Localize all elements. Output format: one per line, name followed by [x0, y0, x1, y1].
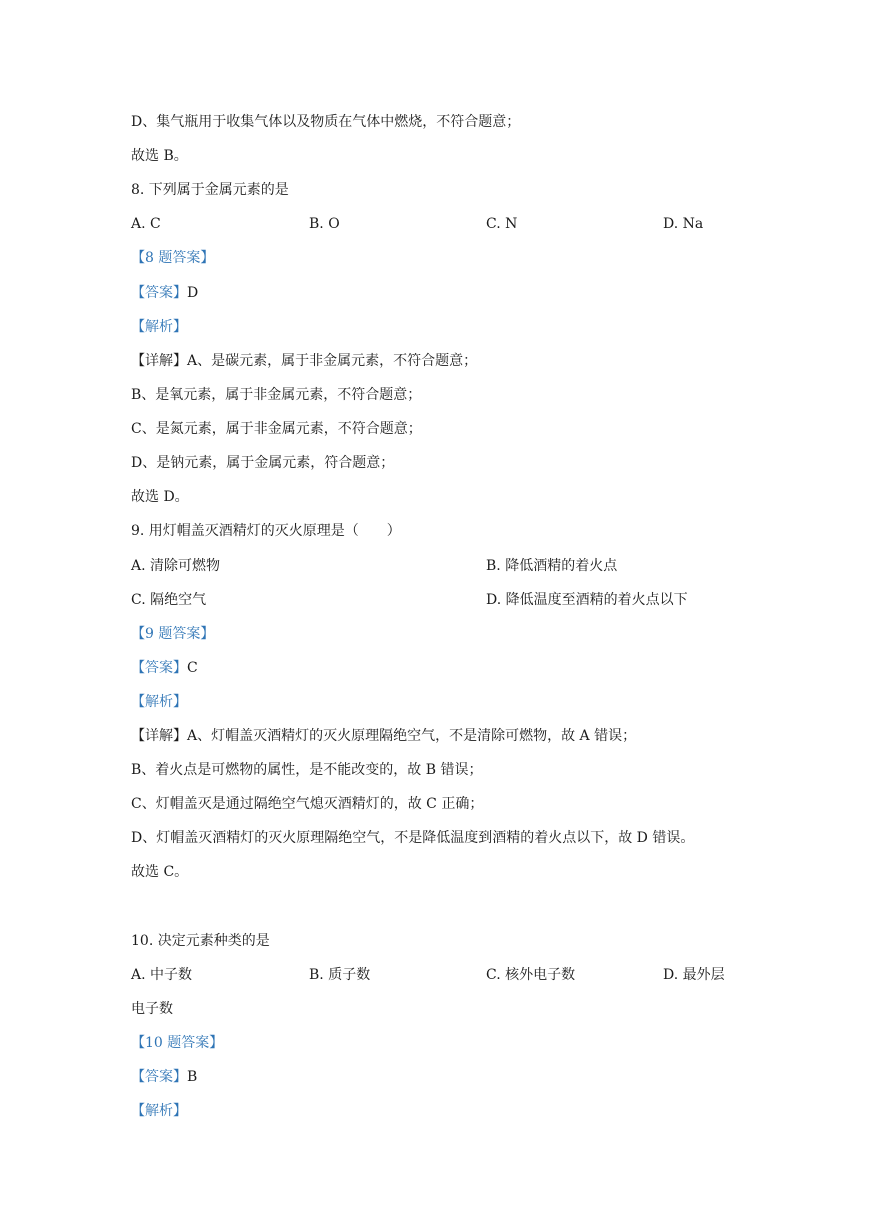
- q9-detail-line: [131, 726, 636, 746]
- q10-option-b: B. 质子数: [309, 967, 371, 983]
- q9-option-d: D. 降低温度至酒精的着火点以下: [486, 592, 688, 608]
- q8-detail-c: C、是氮元素，属于非金属元素，不符合题意；: [131, 421, 422, 437]
- q10-answer: [131, 1067, 197, 1087]
- answer-tag: 【答案】: [131, 285, 187, 301]
- q8-stem: 8. 下列属于金属元素的是: [131, 182, 289, 198]
- q9-detail-c: C、灯帽盖灭是通过隔绝空气熄灭酒精灯的，故 C 正确；: [131, 796, 484, 812]
- q7-final-choice: 故选 B。: [131, 148, 188, 164]
- q8-answer-header: 【8 题答案】: [131, 250, 215, 266]
- answer-tag: 【答案】: [131, 1069, 187, 1085]
- answer-value: C: [187, 660, 198, 676]
- q10-option-c: C. 核外电子数: [486, 967, 576, 983]
- q9-stem: 9. 用灯帽盖灭酒精灯的灭火原理是（ ）: [131, 523, 401, 539]
- q9-detail-b: B、着火点是可燃物的属性，是不能改变的，故 B 错误；: [131, 762, 483, 778]
- q7-option-d-explanation: D、集气瓶用于收集气体以及物质在气体中燃烧，不符合题意；: [131, 114, 521, 130]
- q8-detail-b: B、是氧元素，属于非金属元素，不符合题意；: [131, 387, 422, 403]
- q8-option-c: C. N: [486, 216, 518, 232]
- detail-text: A、灯帽盖灭酒精灯的灭火原理隔绝空气，不是清除可燃物，故 A 错误；: [187, 728, 637, 744]
- detail-tag: 【详解】: [131, 728, 187, 744]
- q9-final-choice: 故选 C。: [131, 864, 189, 880]
- q10-answer-header: 【10 题答案】: [131, 1035, 224, 1051]
- q9-answer: [131, 658, 198, 678]
- q9-answer-header: 【9 题答案】: [131, 626, 215, 642]
- detail-tag: 【详解】: [131, 353, 187, 369]
- q9-analysis-header: 【解析】: [131, 694, 187, 710]
- q9-option-a: A. 清除可燃物: [131, 558, 221, 574]
- q10-option-d-wrap: 电子数: [131, 1001, 173, 1017]
- q10-analysis-header: 【解析】: [131, 1103, 187, 1119]
- q8-final-choice: 故选 D。: [131, 489, 189, 505]
- q10-stem: 10. 决定元素种类的是: [131, 933, 270, 949]
- q9-detail-d: D、灯帽盖灭酒精灯的灭火原理隔绝空气，不是降低温度到酒精的着火点以下，故 D 错误。: [131, 830, 695, 846]
- q10-option-d: D. 最外层: [663, 967, 725, 983]
- q8-answer: [131, 283, 198, 303]
- q8-detail-line: [131, 351, 477, 371]
- answer-value: D: [187, 285, 199, 301]
- q10-option-a: A. 中子数: [131, 967, 193, 983]
- answer-value: B: [187, 1069, 198, 1085]
- q8-analysis-header: 【解析】: [131, 319, 187, 335]
- q8-option-b: B. O: [309, 216, 340, 232]
- q8-detail-d: D、是钠元素，属于金属元素，符合题意；: [131, 455, 395, 471]
- q8-option-d: D. Na: [663, 216, 704, 232]
- answer-tag: 【答案】: [131, 660, 187, 676]
- detail-text: A、是碳元素，属于非金属元素，不符合题意；: [187, 353, 478, 369]
- q8-option-a: A. C: [131, 216, 161, 232]
- q9-option-c: C. 隔绝空气: [131, 592, 207, 608]
- q9-option-b: B. 降低酒精的着火点: [486, 558, 618, 574]
